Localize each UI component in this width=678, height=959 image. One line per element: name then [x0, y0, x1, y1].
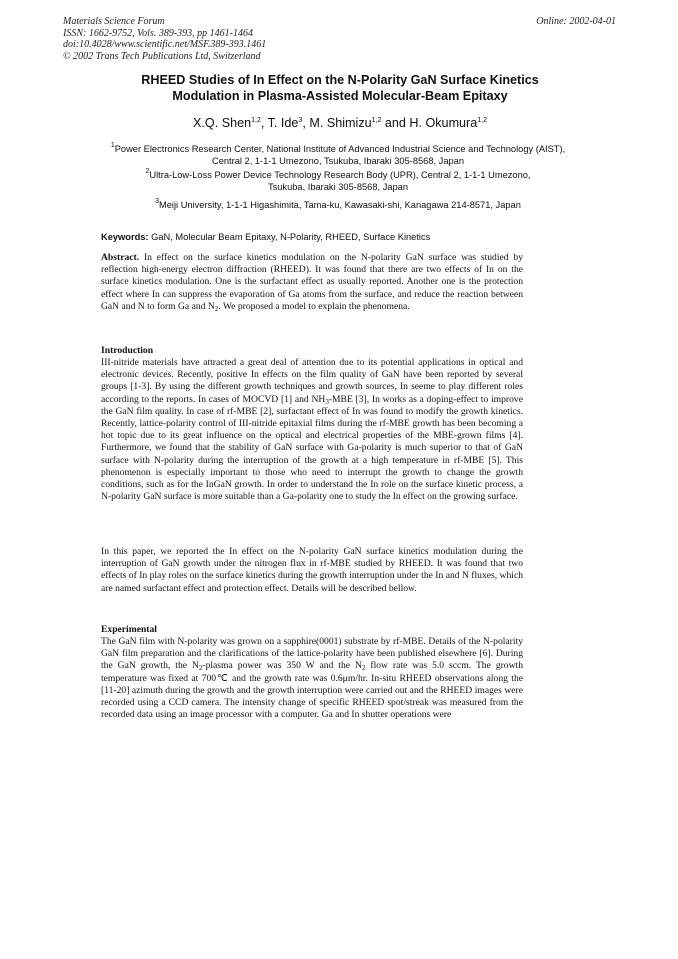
abstract-text: In effect on the surface kinetics modulation on the N-polarity GaN surface was studied by reflection high-energy electron diffraction (RHEED). It was found that there are two effects of In on the surface kinetics modulation. One is the surfactant effect as usually reported. Another one is the protection effect where In can suppress the evaporation of Ga atoms from the surface, and reduce the reaction between GaN and N to form Ga and N — [101, 252, 523, 312]
author-name: M. Shimizu — [309, 116, 372, 130]
journal-name: Materials Science Forum — [63, 16, 165, 27]
author-name: T. Ide — [267, 116, 299, 130]
paragraph-text: III-nitride materials have attracted a great deal of attention due to its potential applications in optical and electronic devices. Recently, positive In effects on the film quality of GaN have been reported by several groups [1-3]. By using the different growth techniques and growth sources, In seeme to play different roles according to the reports. In cases of MOCVD [1] and NH — [101, 357, 523, 405]
abstract-label: Abstract. — [101, 252, 140, 263]
author-affiliation-mark: 1,2 — [251, 117, 261, 124]
author-affiliation-mark: 1,2 — [371, 117, 382, 124]
affiliation-text: Meiji University, 1-1-1 Higashimita, Tama-ku, Kawasaki-shi, Kanagawa 214-8571, Japan — [159, 200, 521, 210]
keywords-label: Keywords: — [101, 232, 149, 242]
paragraph-text: -MBE [3], In works as a doping-effect to improve the GaN film quality. In case of rf-MBE [2], surfactant effect of In was found to modify the growth kinetics. Recently, lattice-polarity control of III-nitride epitaxial films during the rf-MBE growth has been becoming a hot topic due to its great influence on the optical and electrical properties of the MBE-grown films [4]. Furthermore, we found that the stability of GaN surface with Ga-polarity is much superior to that of GaN surface with N-polarity during the interruption of the growth at a high temperature in rf-MBE [5]. This phenomenon is especially important to those who need to interrupt the growth to change the growth conditions, such as for the InGaN growth. In order to understand the In role on the surface kinetic process, a N-polarity GaN surface is more suitable than a Ga-polarity one to study the In effect on the growing surface. — [101, 393, 523, 503]
affiliation-mark: 2 — [145, 168, 150, 175]
author-name: H. Okumura — [409, 116, 478, 130]
online-date: Online: 2002-04-01 — [536, 16, 616, 27]
abstract-text-end: . We proposed a model to explain the phenomena. — [218, 300, 410, 312]
keywords-list: GaN, Molecular Beam Epitaxy, N-Polarity, RHEED, Surface Kinetics — [151, 232, 431, 242]
paragraph-text: The GaN film with N-polarity was grown on a sapphire(0001) substrate by rf-MBE. Details of the N-polarity GaN film preparation and the clarifications of the lattice-polarity have been published elsewhere [6]. During the GaN growth, the N — [101, 636, 523, 672]
experimental-paragraph — [101, 636, 523, 721]
affiliation-text: Ultra-Low-Loss Power Device Technology Research Body (UPR), Central 2, 1-1-1 Umezono, Tsukuba, Ibaraki 305-8568, Japan — [149, 170, 531, 192]
paper-title — [90, 72, 590, 104]
affiliation-3 — [108, 199, 568, 211]
journal-header — [63, 16, 363, 62]
paragraph-text: -plasma power was 350 W and the N — [202, 660, 362, 672]
author-name: X.Q. Shen — [193, 116, 252, 130]
subscript: 3 — [325, 397, 329, 406]
title-line-1: RHEED Studies of In Effect on the N-Polarity GaN Surface Kinetics — [141, 73, 539, 87]
subscript: 2 — [361, 664, 366, 673]
author-affiliation-mark: 1,2 — [477, 117, 487, 124]
affiliation-text: Power Electronics Research Center, National Institute of Advanced Industrial Science and Technology (AIST), Central 2, 1-1-1 Umezono, Tsukuba, Ibaraki 305-8568, Japan — [114, 144, 566, 166]
introduction-paragraph-1 — [101, 357, 523, 503]
author-affiliation-mark: 3 — [298, 117, 303, 124]
author-list: X.Q. Shen$^{1,2}$, T. Ide$^3$, M. Shimizu$^{1,2}$ and H. Okumura$^{1,2}$ — [193, 116, 487, 130]
subscript: 2 — [198, 664, 203, 673]
copyright-line: © 2002 Trans Tech Publications Ltd, Switzerland — [63, 50, 261, 62]
author-conjunction: and — [384, 116, 406, 130]
doi-line: doi:10.4028/www.scientific.net/MSF.389-393.1461 — [63, 39, 267, 50]
issn-line: ISSN: 1662-9752, Vols. 389-393, pp 1461-1464 — [63, 27, 253, 39]
introduction-paragraph-2: In this paper, we reported the In effect on the N-polarity GaN surface kinetics modulation during the interruption of GaN growth under the nitrogen flux in rf-MBE studied by RHEED. It was found that two effects of In play roles on the surface kinetics during the growth interruption under the In and N fluxes, which are named surfactant effect and protection effect. Details will be described bellow. — [101, 546, 523, 594]
keywords — [101, 232, 430, 242]
abstract — [101, 252, 523, 313]
affiliation-mark: 1 — [110, 142, 115, 149]
title-line-2: Modulation in Plasma-Assisted Molecular-Beam Epitaxy — [172, 89, 508, 103]
affiliation-mark: 3 — [155, 198, 159, 205]
introduction-heading: Introduction — [101, 345, 154, 356]
paragraph-text: flow rate was 5.0 sccm. The growth temperature was fixed at 700℃ and the growth rate was 0.6μm/hr. In-situ RHEED observations along the [11-20] azimuth during the growth and the growth interruption were carried out and the RHEED images were recorded using a CCD camera. The intensity change of specific RHEED spot/streak was measured from the recorded data using an image processor with a computer. Ga and In shutter operations were — [101, 660, 523, 721]
affiliation-2 — [128, 169, 548, 193]
affiliation-1 — [108, 143, 568, 167]
experimental-heading: Experimental — [101, 624, 157, 635]
subscript: 2 — [214, 304, 219, 313]
